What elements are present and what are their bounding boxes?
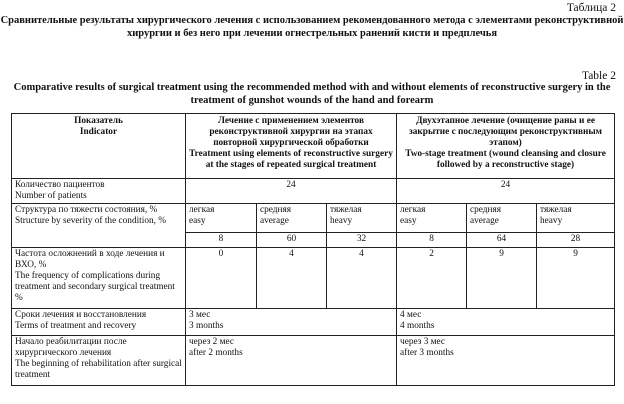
header-indicator (12, 114, 186, 179)
severity-value: 64 (467, 233, 537, 248)
patients-label-ru: Количество пациентов (15, 180, 105, 190)
severity-value: 8 (397, 233, 467, 248)
complications-label-en: The frequency of complications during treatment and secondary surgical treatment % (15, 271, 175, 303)
severity-sub-cell (397, 204, 467, 233)
terms-group2 (397, 309, 615, 336)
severity-sub-ru: тяжелая (330, 205, 362, 215)
terms-group1-en: 3 months (189, 321, 224, 331)
patients-group1: 24 (186, 179, 397, 204)
severity-sub-ru: легкая (400, 205, 426, 215)
severity-sub-en: heavy (540, 216, 563, 226)
severity-sub-cell (537, 204, 615, 233)
table-label-ru: Таблица 2 (566, 2, 616, 14)
header-group1-en: Treatment using elements of reconstructive surgery at the stages of repeated surgical treatment (189, 149, 393, 170)
terms-group2-ru: 4 мес (400, 310, 422, 320)
header-group2 (397, 114, 615, 179)
rehab-label-en: The beginning of rehabilitation after surgical treatment (15, 359, 182, 380)
results-table (11, 113, 615, 386)
terms-group2-en: 4 months (400, 321, 435, 331)
severity-sub-en: average (260, 216, 289, 226)
table-label-en: Table 2 (581, 70, 616, 82)
patients-group2: 24 (397, 179, 615, 204)
rehab-group2 (397, 336, 615, 386)
complications-value: 2 (397, 248, 467, 309)
header-group2-ru: Двухэтапное лечение (очищение раны и ее закрытие с последующим реконструктивным этапом) (409, 116, 602, 148)
severity-sub-en: easy (189, 216, 206, 226)
terms-row (12, 309, 615, 336)
patients-label-en: Number of patients (15, 191, 87, 201)
header-row (12, 114, 615, 179)
severity-sub-en: heavy (330, 216, 353, 226)
rehab-group2-ru: через 3 мес (400, 337, 446, 347)
patients-label (12, 179, 186, 204)
terms-group1 (186, 309, 397, 336)
terms-label (12, 309, 186, 336)
rehab-label (12, 336, 186, 386)
severity-sub-ru: средняя (470, 205, 502, 215)
header-group1-ru: Лечение с применением элементов реконструктивной хирургии на этапах повторной хирургической обработки (209, 116, 373, 148)
severity-sub-cell (467, 204, 537, 233)
rehab-group1-ru: через 2 мес (189, 337, 235, 347)
table-title-ru: Сравнительные результаты хирургического лечения с использованием рекомендованного метода с элементами реконструктивной хирургии и без него при лечении огнестрельных ранений кисти и предплечья (0, 15, 624, 39)
complications-row (12, 248, 615, 309)
severity-sub-ru: тяжелая (540, 205, 572, 215)
severity-label (12, 204, 186, 248)
terms-label-en: Terms of treatment and recovery (15, 321, 137, 331)
header-indicator-en: Indicator (79, 127, 118, 137)
complications-value: 4 (327, 248, 397, 309)
severity-sub-ru: легкая (189, 205, 215, 215)
terms-label-ru: Сроки лечения и восстановления (15, 310, 147, 320)
severity-value: 8 (186, 233, 257, 248)
complications-label-ru: Частота осложнений в ходе лечения и ВХО, % (15, 249, 165, 270)
severity-value: 28 (537, 233, 615, 248)
rehab-group2-en: after 3 months (400, 348, 454, 358)
complications-label (12, 248, 186, 309)
complications-value: 0 (186, 248, 257, 309)
rehab-row (12, 336, 615, 386)
severity-sub-cell (257, 204, 327, 233)
rehab-label-ru: Начало реабилитации после хирургического лечения (15, 337, 127, 358)
header-group2-en: Two-stage treatment (wound cleansing and closure followed by a reconstructive stage) (405, 149, 606, 170)
severity-value: 60 (257, 233, 327, 248)
complications-value: 9 (537, 248, 615, 309)
severity-sub-en: average (470, 216, 499, 226)
table-title-en: Comparative results of surgical treatment using the recommended method with and without elements of reconstructive surgery in the treatment of gunshot wounds of the hand and forearm (13, 82, 611, 106)
terms-group1-ru: 3 мес (189, 310, 211, 320)
severity-sub-ru: средняя (260, 205, 292, 215)
complications-value: 4 (257, 248, 327, 309)
severity-sub-cell (327, 204, 397, 233)
severity-row (12, 204, 615, 233)
header-group1 (186, 114, 397, 179)
header-indicator-ru: Показатель (74, 116, 123, 126)
severity-sub-cell (186, 204, 257, 233)
rehab-group1-en: after 2 months (189, 348, 243, 358)
patients-row (12, 179, 615, 204)
severity-value: 32 (327, 233, 397, 248)
rehab-group1 (186, 336, 397, 386)
complications-value: 9 (467, 248, 537, 309)
severity-sub-en: easy (400, 216, 417, 226)
severity-label-ru: Структура по тяжести состояния, % (15, 205, 158, 215)
severity-label-en: Structure by severity of the condition, % (15, 216, 167, 226)
